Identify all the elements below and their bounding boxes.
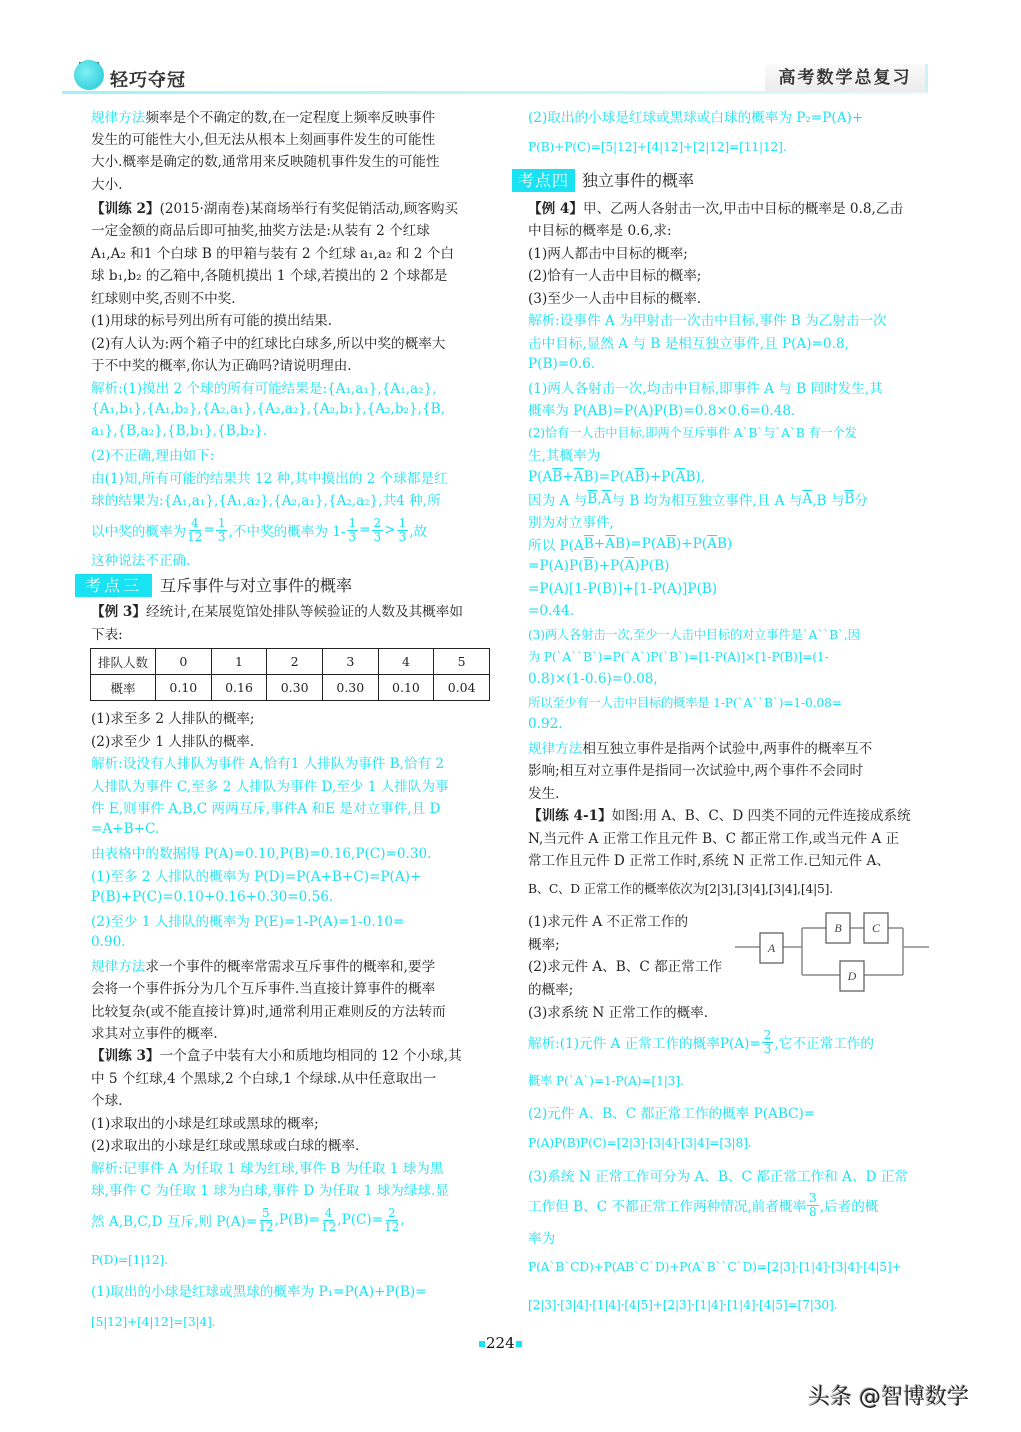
solution-text-line: 球的结果为:{A₁,a₁},{A₁,a₂},{A₂,a₁},{A₂,a₂},共4 种,所 [91,493,441,509]
text-line: 的概率; [528,982,574,998]
text-line: 大小.概率是确定的数,通常用来反映随机事件发生的可能性 [91,154,440,170]
solution-text-line: =A+B+C. [91,821,160,837]
logo-icon [74,60,104,90]
table-header-cell: 3 [322,649,378,675]
section-tag-3: 考点三 [75,574,152,597]
text-line: 规律方法 相互独立事件是指两个试验中,两事件的概率互不 [528,736,872,758]
table-header-cell: 排队人数 [91,649,156,675]
table-header-cell: 2 [267,649,323,675]
complement: $\overline{B}$ [634,469,645,485]
text-line: A₁,A₂ 和1 个白球 B 的甲箱与装有 2 个红球 a₁,a₂ 和 2 个白 [91,246,454,262]
text-line: (3)至少一人击中目标的概率. [528,291,702,307]
complement: $\overline{B}$ [583,558,594,574]
solution-text-line: (2)元件 A、B、C 都正常工作的概率 P(ABC)= [528,1106,816,1122]
complement: $\overline{B}$ [844,491,855,507]
problem-label: 【训练 4-1】 [528,808,612,824]
text-line: 下表: [91,627,123,643]
complement: $\overline{B}$ [665,536,676,552]
solution-text-line: (3)系统 N 正常工作可分为 A、B、C 都正常工作和 A、D 正常 [528,1169,908,1185]
solution-text-line: 人排队为事件 C,至多 2 人排队为事件 D,至少 1 人排队为事 [91,779,449,795]
solution-text-line: (2)不正确,理由如下: [91,448,215,464]
complement: $\overline{B}$ [552,469,563,485]
complement: $\overline{A}$ [707,536,717,552]
method-label: 规律方法 [91,959,146,975]
problem-label: 【训练 2】 [91,201,160,217]
solution-text-line: 为 P(`A``B`)=P(`A`)P(`B`)=[1-P(A)]×[1-P(B)]=(1- [528,650,829,664]
text-line: 【训练 3】 一个盒子中装有大小和质地均相同的 12 个小球,其 [91,1043,462,1065]
complement: $\overline{A}$ [605,536,615,552]
text-line: (2)有人认为:两个箱子中的红球比白球多,所以中奖的概率大 [91,336,446,352]
fraction: $\frac{4}{12}$ [187,515,203,544]
solution-text-line: [5|12]+[4|12]=[3|4]. [91,1315,216,1329]
text-line: 比较复杂(或不能直接计算)时,通常利用正难则反的方法转而 [91,1004,446,1020]
solution-text-line: P(A)P(B)P(C)=[2|3]·[3|4]·[3|4]=[3|8]. [528,1136,752,1150]
complement: $\overline{B}$ [587,491,598,507]
solution-text-line: 别为对立事件, [528,515,614,531]
solution-text-line: 概率 P(`A`)=1-P(A)=[1|3]. [528,1074,684,1088]
text-line: B、C、D 正常工作的概率依次为[2|3],[3|4],[3|4],[4|5]. [528,882,833,896]
solution-text-line: (2)至少 1 人排队的概率为 P(E)=1-P(A)=1-0.10= [91,914,405,930]
complement: $\overline{A}$ [601,491,612,507]
table-row [91,649,490,675]
solution-text-line: 这种说法不正确. [91,553,191,569]
method-label: 规律方法 [528,741,583,757]
table-cell: 0.10 [378,675,434,701]
component-a-label: A [767,941,776,955]
solution-text-line: (3)两人各射击一次,至少一人击中目标的对立事件是`A``B`,因 [528,628,860,642]
solution-text-line: (1)取出的小球是红球或黑球的概率为 P₁=P(A)+P(B)= [91,1284,427,1300]
problem-label: 【例 3】 [91,604,146,620]
text-line: 发生. [528,786,560,802]
component-d-label: D [847,969,857,983]
solution-text-line: (1)至多 2 人排队的概率为 P(D)=P(A+B+C)=P(A)+ [91,869,422,885]
fraction: $\frac{1}{3}$ [348,515,357,544]
circuit-diagram [733,906,933,996]
fraction: $\frac{5}{12}$ [258,1205,274,1234]
table-header-cell: 1 [211,649,267,675]
complement: $\overline{A}$ [802,491,813,507]
table-header-cell: 4 [378,649,434,675]
text-line: N,当元件 A 正常工作且元件 B、C 都正常工作,或当元件 A 正 [528,831,900,847]
fraction: $\frac{1}{3}$ [217,515,226,544]
text-line: 【例 4】 甲、乙两人各射击一次,甲击中目标的概率是 0.8,乙击 [528,196,903,218]
watermark: 头条 @智博数学 [808,1385,969,1410]
solution-text-line: P(A`B`CD)+P(AB`C`D)+P(A`B``C`D)=[2|3]·[1|4]·[3|4]·[4|5]+ [528,1260,902,1274]
text-line: 【训练 4-1】 如图:用 A、B、C、D 四类不同的元件连接成系统 [528,803,911,825]
page-number [478,1334,523,1352]
brand-name: 轻巧夺冠 [110,70,186,91]
solution-text-line: 解析:设事件 A 为甲射击一次击中目标,事件 B 为乙射击一次 [528,313,887,329]
text-line: 【训练 2】 (2015·湖南卷)某商场举行有奖促销活动,顾客购买 [91,196,458,218]
component-b-label: B [834,921,842,935]
text-line: 概率; [528,937,560,953]
text-line: (2)恰有一人击中目标的概率; [528,268,702,284]
text-line: 个球. [91,1093,123,1109]
table-header-cell: 0 [156,649,212,675]
solution-text-line: 解析:记事件 A 为任取 1 球为红球,事件 B 为任取 1 球为黑 [91,1161,444,1177]
solution-text-line: =P(A)[1-P(B)]+[1-P(A)]P(B) [528,581,718,597]
table-row [91,675,490,701]
text-line: 常工作且元件 D 正常工作时,系统 N 正常工作.已知元件 A、 [528,853,890,869]
text-line: (1)用球的标号列出所有可能的摸出结果. [91,313,333,329]
text-line: 会将一个事件拆分为几个互斥事件.当直接计算事件的概率 [91,981,436,997]
section-title-3: 互斥事件与对立事件的概率 [160,576,353,595]
solution-text-line: 0.90. [91,934,126,950]
solution-text-line: 概率为 P(AB)=P(A)P(B)=0.8×0.6=0.48. [528,403,796,419]
solution-text-line: =P(A)P( $\overline{B}$ )+P( $\overline{A}$ )P(B) [528,558,670,574]
text-line: 红球则中奖,否则不中奖. [91,291,236,307]
solution-text-line: [2|3]·[3|4]·[1|4]·[4|5]+[2|3]·[1|4]·[1|4]·[4|5]=[7|30]. [528,1298,838,1312]
section-title-4: 独立事件的概率 [582,171,695,190]
complement: $\overline{A}$ [624,558,635,574]
table-cell: 0.16 [211,675,267,701]
method-label: 规律方法 [91,110,146,126]
text-line: (1)求至多 2 人排队的概率; [91,711,255,727]
solution-text-line: 由(1)知,所有可能的结果共 12 种,其中摸出的 2 个球都是红 [91,471,448,487]
text-line: 球 b₁,b₂ 的乙箱中,各随机摸出 1 个球,若摸出的 2 个球都是 [91,268,448,284]
solution-text-line: a₁},{B,a₂},{B,b₁},{B,b₂}. [91,423,268,439]
solution-text-line: 0.92. [528,716,563,732]
section-tag-4: 考点四 [512,169,575,192]
problem-label: 【例 4】 [528,201,583,217]
text-line: (2)求取出的小球是红球或黑球或白球的概率. [91,1138,360,1154]
solution-text-line: 所以 P(A $\overline{B}$ + $\overline{A}$ B)=P(A $\overline{B}$ )+P( $\overline{A}$ B) [528,536,733,554]
solution-text-line: 工作但 B、C 不都正常工作两种情况,前者概率 $\frac{3}{8}$ ,后者的概 [528,1190,879,1219]
fraction: $\frac{2}{12}$ [384,1205,400,1234]
solution-text-line: 由表格中的数据得 P(A)=0.10,P(B)=0.16,P(C)=0.30. [91,846,432,862]
text-line: (1)求取出的小球是红球或黑球的概率; [91,1116,319,1132]
table-cell: 概率 [91,675,156,701]
text-line: 规律方法 求一个事件的概率常需求互斥事件的概率和,要学 [91,954,435,976]
text-line: (1)求元件 A 不正常工作的 [528,914,689,930]
complement: $\overline{A}$ [675,469,686,485]
fraction: $\frac{2}{3}$ [763,1027,772,1056]
solution-text-line: (2)恰有一人击中目标,即两个互斥事件 A`B`与`A`B 有一个发 [528,426,857,440]
solution-text-line: P(D)=[1|12]. [91,1253,168,1267]
solution-text-line: 生,其概率为 [528,448,601,464]
page-number-text: 224 [486,1334,515,1352]
solution-text-line: 因为 A 与 $\overline{B}$ , $\overline{A}$ 与 B 均为相互独立事件,且 A 与 $\overline{A}$ ,B 与 $\overline{B}$ 分 [528,491,869,509]
solution-text-line: P(B)+P(C)=[5|12]+[4|12]+[2|12]=[11|12]. [528,140,787,154]
text-line: (1)两人都击中目标的概率; [528,246,688,262]
table-cell: 0.04 [434,675,490,701]
text-line: 求其对立事件的概率. [91,1026,218,1042]
solution-text-line: {A₁,b₁},{A₁,b₂},{A₂,a₁},{A₂,a₂},{A₂,b₁},{A₂,b₂},{B, [91,401,445,417]
solution-text-line: 然 A,B,C,D 互斥,则 P(A)= $\frac{5}{12}$ ,P(B)= $\frac{4}{12}$ ,P(C)= $\frac{2}{12}$ , [91,1205,405,1234]
text-line: (2)求元件 A、B、C 都正常工作 [528,959,723,975]
fraction: $\frac{2}{3}$ [373,515,382,544]
solution-text-line: 0.8)×(1-0.6)=0.08, [528,671,658,687]
fraction: $\frac{4}{12}$ [320,1205,337,1234]
text-line: 【例 3】 经统计,在某展览馆处排队等候验证的人数及其概率如 [91,599,463,621]
table-cell: 0.30 [322,675,378,701]
text-line: 中 5 个红球,4 个黑球,2 个白球,1 个绿球.从中任意取出一 [91,1071,437,1087]
queue-probability-table [90,648,490,701]
solution-text-line: P(A $\overline{B}$ + $\overline{A}$ B)=P(A $\overline{B}$ )+P( $\overline{A}$ B), [528,469,706,485]
text-line: 中目标的概率是 0.6,求: [528,223,672,239]
solution-text-line: 击中目标,显然 A 与 B 是相互独立事件,且 P(A)=0.8, [528,336,849,352]
solution-text-line: 率为 [528,1231,556,1247]
table-header-cell: 5 [434,649,490,675]
fraction: $\frac{1}{3}$ [398,515,407,544]
fraction: $\frac{3}{8}$ [809,1190,817,1219]
solution-text-line: 所以至少有一人击中目标的概率是 1-P(`A``B`)=1-0.08= [528,696,842,710]
book-title: 高考数学总复习 [765,64,928,92]
text-line: (2)求至少 1 人排队的概率. [91,734,255,750]
text-line: 一定金额的商品后即可抽奖,抽奖方法是:从装有 2 个红球 [91,223,430,239]
complement: $\overline{B}$ [583,536,594,552]
solution-text-line: 解析:设没有人排队为事件 A,恰有1 人排队为事件 B,恰有 2 [91,756,445,772]
text-line: 影响;相互对立事件是指同一次试验中,两个事件不会同时 [528,763,864,779]
text-line: (3)求系统 N 正常工作的概率. [528,1005,709,1021]
solution-text-line: 以中奖的概率为 $\frac{4}{12}$ = $\frac{1}{3}$ ,不中奖的概率为 1- $\frac{1}{3}$ = $\frac{2}{3}$ > $\frac{1}{3}$ ,故 [91,515,428,544]
solution-text-line: (1)两人各射击一次,均击中目标,即事件 A 与 B 同时发生,其 [528,381,883,397]
component-c-label: C [871,921,881,935]
text-line: 发生的可能性大小,但无法从根本上刻画事件发生的可能性 [91,132,436,148]
table-cell: 0.30 [267,675,323,701]
text-line: 大小. [91,177,123,193]
solution-text-line: =0.44. [528,603,574,619]
solution-text-line: 件 E,则事件 A,B,C 两两互斥,事件A 和E 是对立事件,且 D [91,801,441,817]
complement: $\overline{A}$ [573,469,584,485]
problem-label: 【训练 3】 [91,1048,160,1064]
table-cell: 0.10 [156,675,212,701]
solution-text-line: 解析:(1)元件 A 正常工作的概率P(A)= $\frac{2}{3}$ ,它不正常工作的 [528,1027,874,1056]
text-line: 于不中奖的概率,你认为正确吗?请说明理由. [91,358,352,374]
solution-text-line: P(B)+P(C)=0.10+0.16+0.30=0.56. [91,889,334,905]
solution-text-line: 解析:(1)摸出 2 个球的所有可能结果是:{A₁,a₁},{A₁,a₂}, [91,381,437,397]
solution-text-line: (2)取出的小球是红球或黑球或白球的概率为 P₂=P(A)+ [528,110,864,126]
text-line: 规律方法 频率是个不确定的数,在一定程度上频率反映事件 [91,105,435,127]
solution-text-line: 球,事件 C 为任取 1 球为白球,事件 D 为任取 1 球为绿球.显 [91,1183,450,1199]
solution-text-line: P(B)=0.6. [528,356,596,372]
